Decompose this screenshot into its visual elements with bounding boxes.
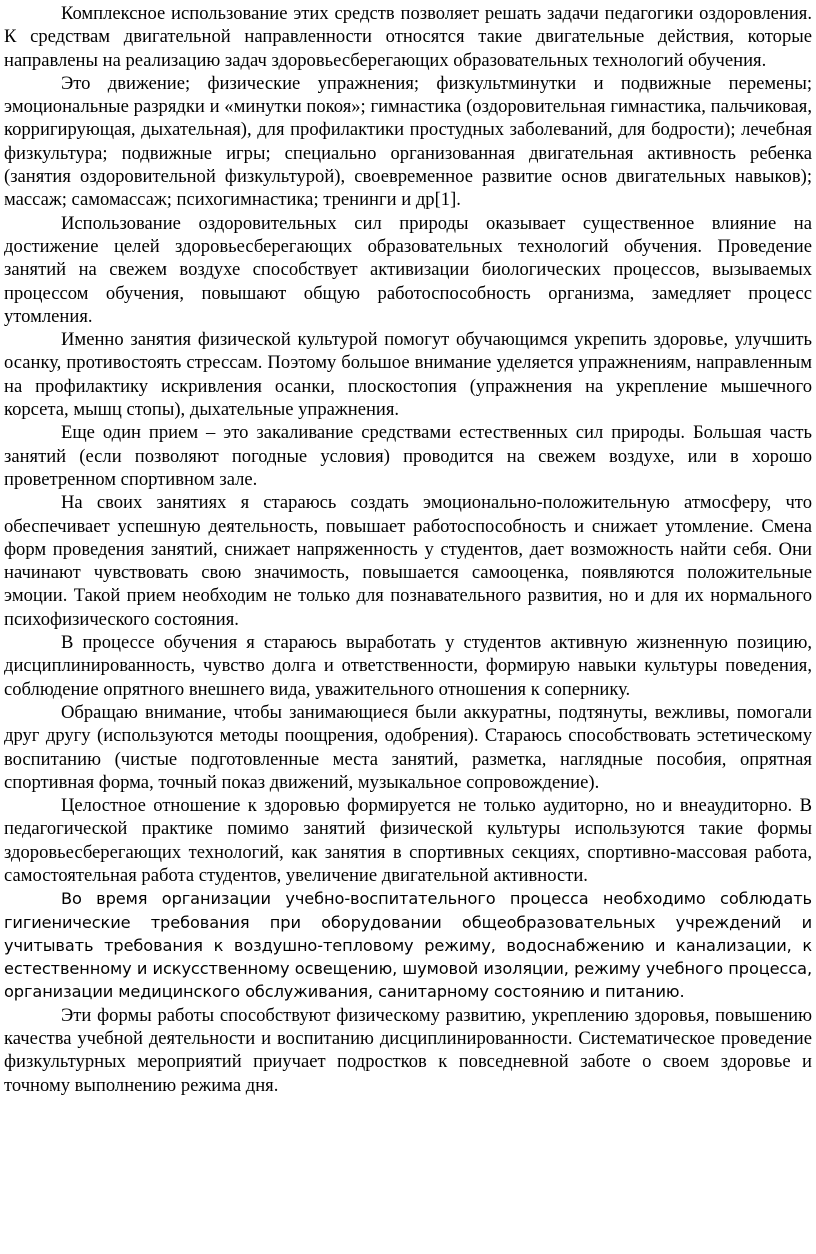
paragraph: Комплексное использование этих средств позволяет решать задачи педагогики оздоровления. К средствам двигательной направленности относятся такие двигательные действия, которые направлены на реализацию задач здоровьесберегающих образовательных технологий обучения. xyxy=(4,3,812,71)
paragraph: Обращаю внимание, чтобы занимающиеся были аккуратны, подтянуты, вежливы, помогали друг другу (используются методы поощрения, одобрения). Стараюсь способствовать эстетическому воспитанию (чистые подготовленные места занятий, разметка, наглядные пособия, опрятная спортивная форма, точный показ движений, музыкальное сопровождение). xyxy=(4,701,812,793)
document-page xyxy=(4,2,812,1097)
paragraph: Использование оздоровительных сил природы оказывает существенное влияние на достижение целей здоровьесберегающих образовательных технологий обучения. Проведение занятий на свежем воздухе способствует активизации биологических процессов, вызываемых процессом обучения, повышают общую работоспособность организма, замедляет процесс утомления. xyxy=(4,212,812,327)
paragraph: Это движение; физические упражнения; физкультминутки и подвижные перемены; эмоциональные разрядки и «минутки покоя»; гимнастика (оздоровительная гимнастика, пальчиковая, корригирующая, дыхательная), для профилактики простудных заболеваний, для бодрости); лечебная физкультура; подвижные игры; специально организованная двигательная активность ребенка (занятия оздоровительной физкультурой), своевременное развитие основ двигательных навыков); массаж; самомассаж; психогимнастика; тренинги и др[1]. xyxy=(4,72,812,211)
paragraph: Еще один прием – это закаливание средствами естественных сил природы. Большая часть занятий (если позволяют погодные условия) проводится на свежем воздухе, или в хорошо проветренном спортивном зале. xyxy=(4,422,812,490)
paragraph: Именно занятия физической культурой помогут обучающимся укрепить здоровье, улучшить осанку, противостоять стрессам. Поэтому большое внимание уделяется упражнениям, направленным на профилактику искривления осанки, плоскостопия (упражнения на укрепление мышечного корсета, мышц стопы), дыхательные упражнения. xyxy=(4,329,812,421)
paragraph: На своих занятиях я стараюсь создать эмоционально-положительную атмосферу, что обеспечивает успешную деятельность, повышает работоспособность и снижает утомление. Смена форм проведения занятий, снижает напряженность у студентов, дает возможность найти себя. Они начинают чувствовать свою значимость, повышается самооценка, появляются положительные эмоции. Такой прием необходим не только для познавательного развития, но и для их нормального психофизического состояния. xyxy=(4,492,812,630)
paragraph: В процессе обучения я стараюсь выработать у студентов активную жизненную позицию, дисциплинированность, чувство долга и ответственности, формирую навыки культуры поведения, соблюдение опрятного внешнего вида, уважительного отношения к сопернику. xyxy=(4,632,812,700)
paragraph: Эти формы работы способствуют физическому развитию, укреплению здоровья, повышению качества учебной деятельности и воспитанию дисциплинированности. Систематическое проведение физкультурных мероприятий приучает подростков к повседневной заботе о своем здоровье и точному выполнению режима дня. xyxy=(4,1004,812,1096)
paragraph-hygiene-requirements: Во время организации учебно-воспитательного процесса необходимо соблюдать гигиенические требования при оборудовании общеобразовательных учреждений и учитывать требования к воздушно-тепловому режиму, водоснабжению и канализации, к естественному и искусственному освещению, шумовой изоляции, режиму учебного процесса, организации медицинского обслуживания, санитарному состоянию и питанию. xyxy=(4,889,812,1002)
paragraph: Целостное отношение к здоровью формируется не только аудиторно, но и внеаудиторно. В педагогической практике помимо занятий физической культуры используются такие формы здоровьесберегающих технологий, как занятия в спортивных секциях, спортивно-массовая работа, самостоятельная работа студентов, увеличение двигательной активности. xyxy=(4,795,812,886)
